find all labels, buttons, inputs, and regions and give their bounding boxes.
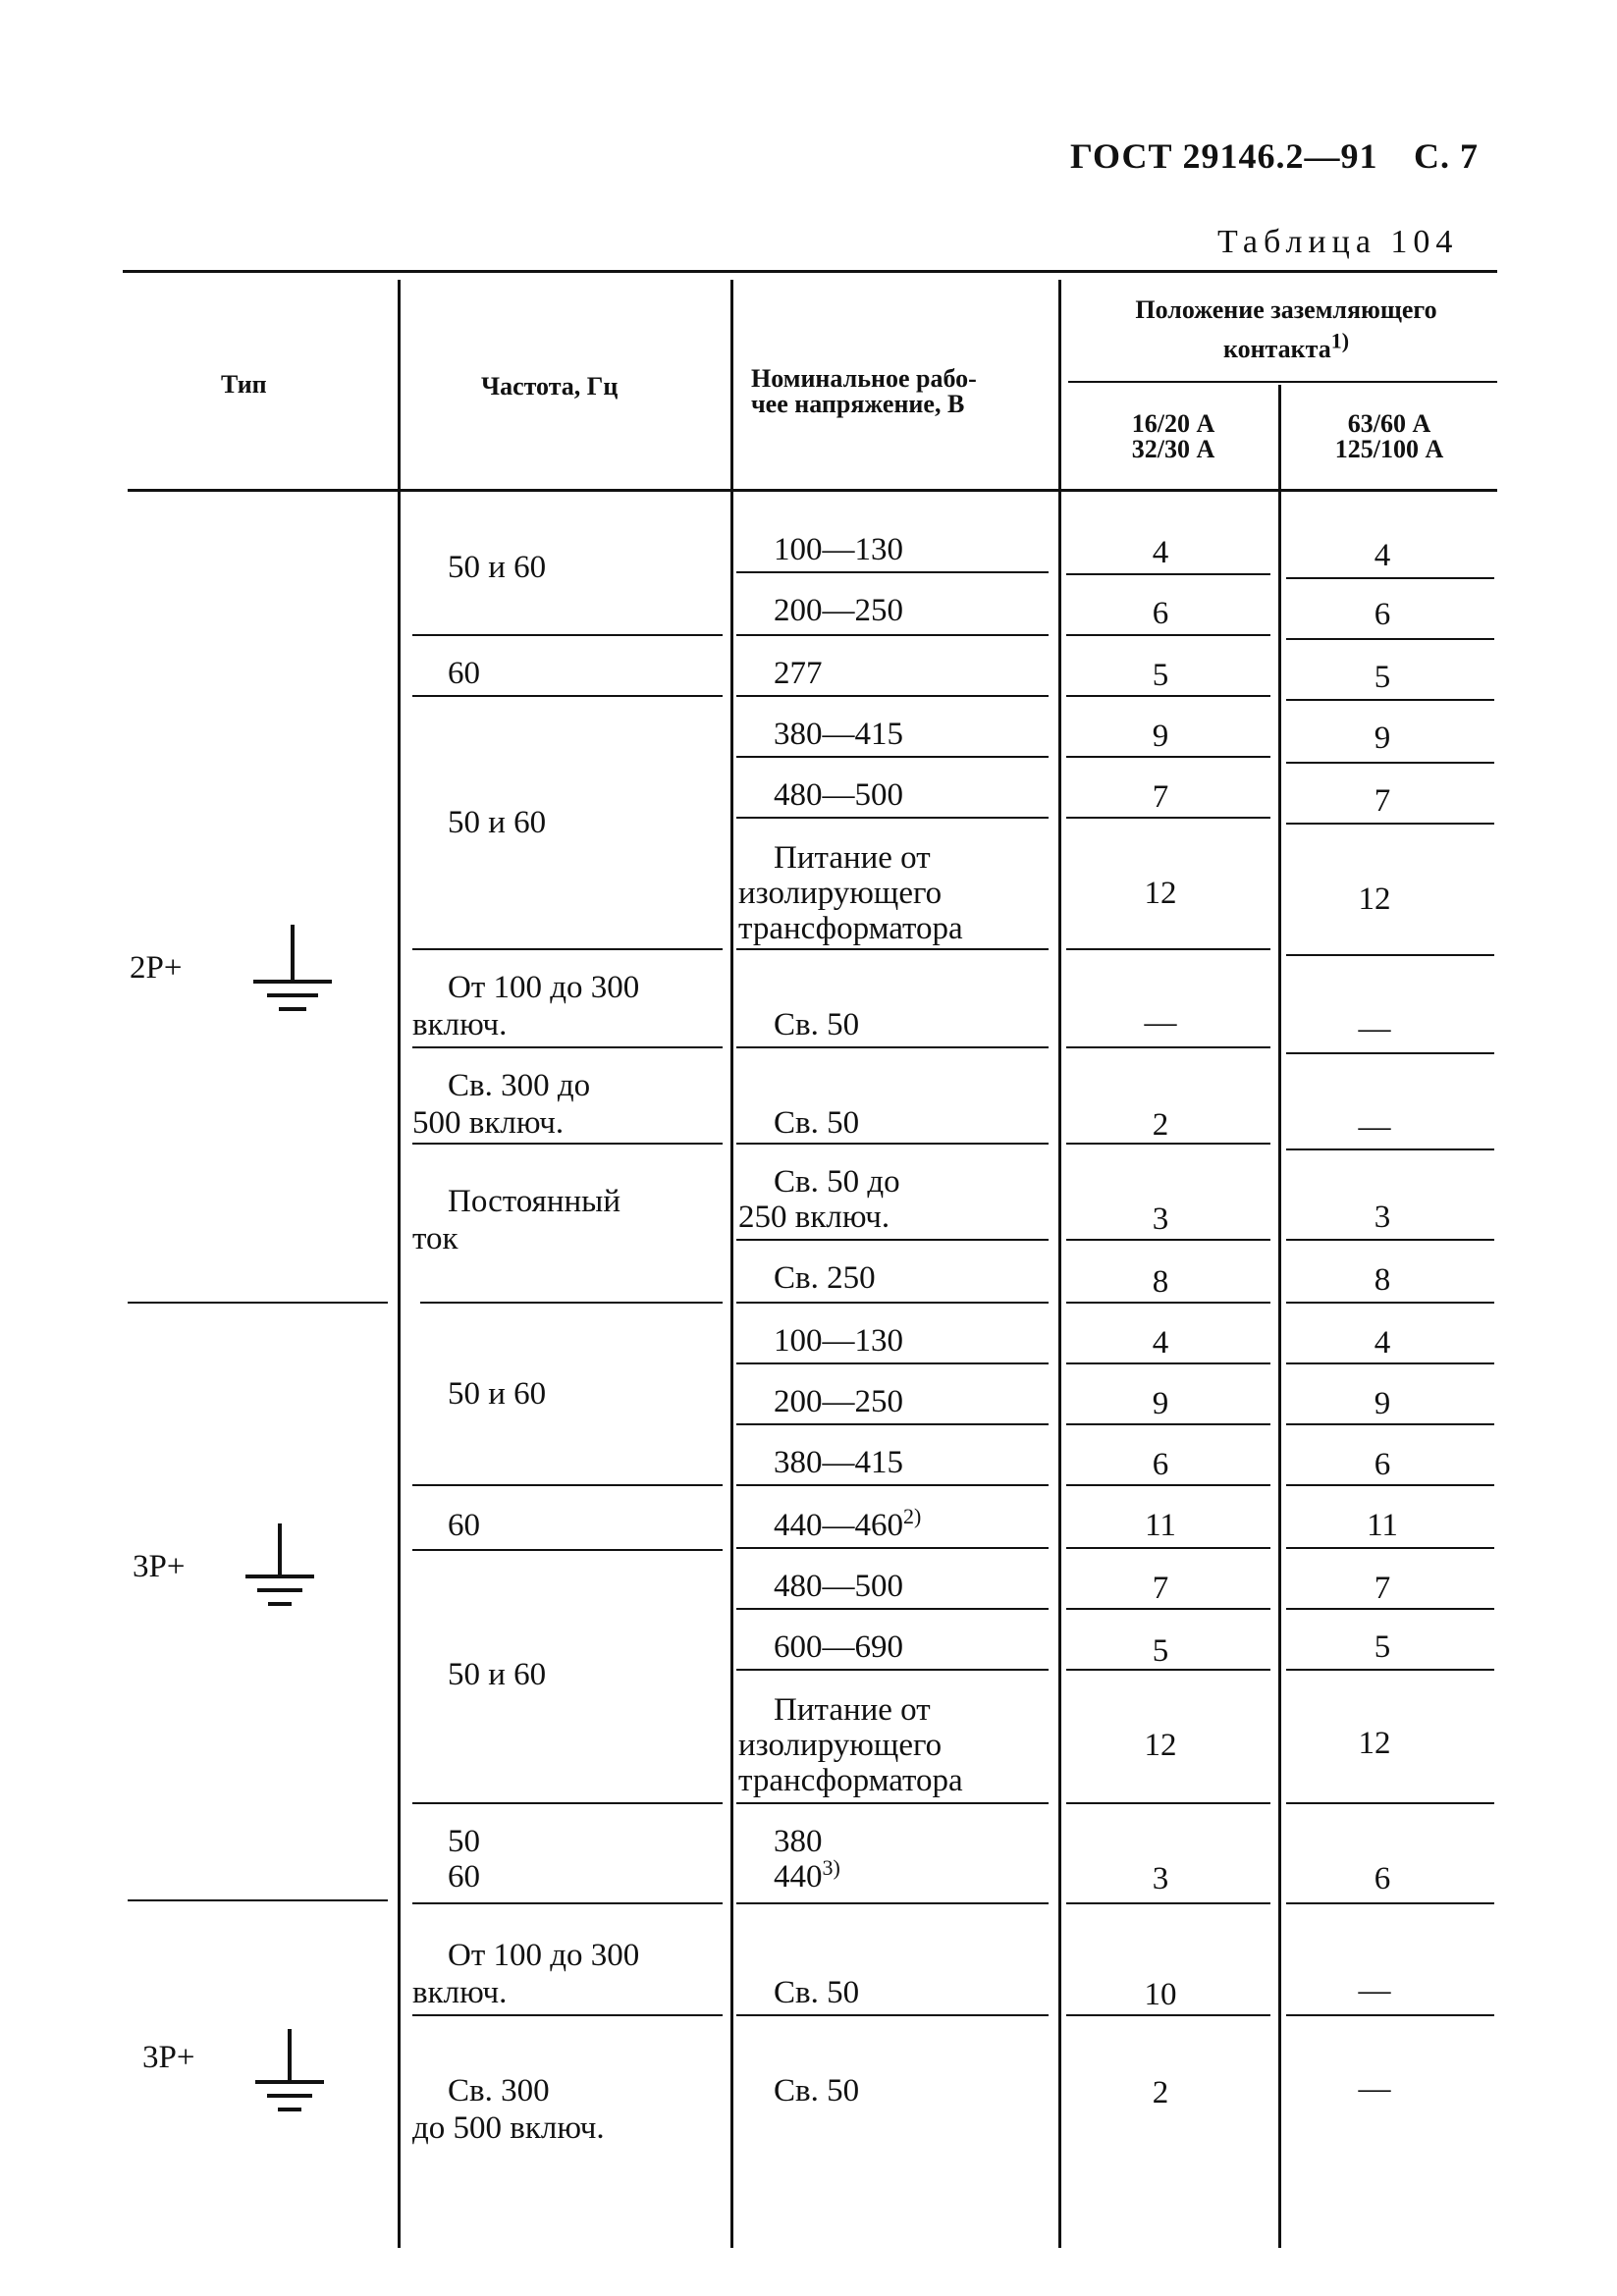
pos-a-cell: 4 [1152,1325,1169,1361]
freq-divider [412,1046,723,1048]
pos-a-cell: 12 [1144,876,1177,911]
voltage-cell: 480—500 [774,1569,903,1604]
voltage-cell: 200—250 [774,593,903,628]
col-header-voltage-l2: чее напряжение, В [751,390,965,418]
pos-b-cell: — [1358,1011,1391,1046]
voltage-cell: Св. 50 [774,1975,860,2010]
pos-a-divider [1066,573,1270,575]
freq-cell: Постоянный [448,1184,620,1219]
pos-b-cell: 7 [1374,1571,1391,1606]
pos-a-divider [1066,756,1270,758]
pos-a-divider [1066,2014,1270,2016]
pos-b-divider [1286,638,1494,640]
freq-divider [412,2014,723,2016]
voltage-cell: 200—250 [774,1384,903,1419]
type-3p: 3Р+ [133,1549,186,1584]
voltage-divider [736,1902,1049,1904]
freq-cell: 60 [448,1508,480,1543]
pos-a-cell: — [1144,1005,1177,1041]
pos-b-cell: — [1358,2071,1391,2107]
voltage-cell: 277 [774,656,823,691]
ground-icon [245,923,334,1021]
voltage-cell: Питание от [774,840,931,876]
pos-a-divider [1066,1802,1270,1804]
col-divider-3 [1058,280,1061,2248]
pos-b-divider [1286,699,1494,701]
pos-a-divider [1066,695,1270,697]
freq-cell: до 500 включ. [412,2110,605,2146]
pos-b-cell: — [1358,1973,1391,2008]
freq-cell: 50 и 60 [448,805,547,840]
freq-cell: Св. 300 [448,2073,550,2109]
voltage-cell: 380 [774,1824,823,1859]
pos-a-divider [1066,1902,1270,1904]
voltage-divider [736,1046,1049,1048]
type-divider [128,1899,388,1901]
pos-b-cell: 6 [1374,1447,1391,1482]
table-top-rule [123,270,1497,273]
pos-a-cell: 7 [1152,779,1169,815]
pos-b-cell: 6 [1374,1861,1391,1896]
pos-a-cell: 12 [1144,1728,1177,1763]
freq-cell: 50 [448,1824,480,1859]
voltage-cell: трансформатора [738,1763,963,1798]
sub-header-a-l2: 32/30 А [1131,435,1215,463]
pos-b-divider [1286,1484,1494,1486]
pos-a-cell: 10 [1144,1977,1177,2012]
voltage-cell: 440—460$^{2)}$ [774,1504,922,1543]
voltage-divider [736,1608,1049,1610]
voltage-divider [736,1239,1049,1241]
pos-b-divider [1286,1148,1494,1150]
col-header-voltage-l1: Номинальное рабо- [751,364,977,393]
voltage-divider [736,634,1049,636]
freq-divider [412,695,723,697]
voltage-cell: Питание от [774,1692,931,1728]
voltage-divider [736,695,1049,697]
pos-b-cell: 5 [1374,1629,1391,1665]
header-bottom-rule [128,489,1497,492]
freq-divider [412,1802,723,1804]
voltage-divider [736,2014,1049,2016]
pos-b-divider [1286,823,1494,825]
voltage-divider [736,571,1049,573]
voltage-cell: 600—690 [774,1629,903,1665]
ground-icon [236,1522,324,1620]
voltage-cell: Св. 50 [774,2073,860,2109]
pos-b-cell: — [1358,1109,1391,1145]
pos-a-divider [1066,1362,1270,1364]
pos-b-cell: 8 [1374,1262,1391,1298]
pos-b-divider [1286,577,1494,579]
freq-divider [412,1143,723,1145]
voltage-cell: 480—500 [774,777,903,813]
voltage-cell: Св. 50 до [774,1164,900,1200]
pos-b-cell: 9 [1374,721,1391,756]
pos-b-cell: 5 [1374,660,1391,695]
pos-a-divider [1066,1669,1270,1671]
voltage-cell: 100—130 [774,532,903,567]
voltage-cell: Св. 50 [774,1007,860,1042]
position-subheader-rule [1068,381,1497,383]
freq-divider [412,1902,723,1904]
pos-b-divider [1286,1608,1494,1610]
voltage-cell: изолирующего [738,876,943,911]
freq-cell: 50 и 60 [448,550,547,585]
pos-a-cell: 5 [1152,658,1169,693]
pos-b-divider [1286,1423,1494,1425]
pos-a-cell: 6 [1152,1447,1169,1482]
voltage-cell: 100—130 [774,1323,903,1359]
freq-cell: включ. [412,1975,508,2010]
pos-a-cell: 8 [1152,1264,1169,1300]
voltage-cell: изолирующего [738,1728,943,1763]
freq-cell: 60 [448,1859,480,1895]
pos-b-divider [1286,2014,1494,2016]
page-number: С. 7 [1414,136,1479,176]
pos-a-divider [1066,1608,1270,1610]
freq-divider [420,1302,723,1304]
freq-cell: 60 [448,656,480,691]
pos-b-cell: 12 [1358,881,1391,917]
voltage-divider [736,948,1049,950]
voltage-divider [736,756,1049,758]
pos-b-divider [1286,1362,1494,1364]
pos-b-cell: 11 [1367,1508,1398,1543]
voltage-cell: 380—415 [774,717,903,752]
freq-cell: 50 и 60 [448,1657,547,1692]
pos-b-divider [1286,1302,1494,1304]
freq-cell: 50 и 60 [448,1376,547,1412]
voltage-cell: 440$^{3)}$ [774,1855,840,1895]
col-header-position-l2: контакта$^{1)}$ [1222,328,1350,363]
voltage-divider [736,1669,1049,1671]
pos-b-cell: 6 [1374,597,1391,632]
sub-header-b-l1: 63/60 А [1347,409,1431,438]
pos-a-divider [1066,817,1270,819]
voltage-divider [736,1423,1049,1425]
voltage-divider [736,1143,1049,1145]
pos-a-cell: 9 [1152,719,1169,754]
pos-a-cell: 6 [1152,596,1169,631]
sub-header-b-l2: 125/100 А [1334,435,1444,463]
voltage-divider [736,1484,1049,1486]
voltage-cell: Св. 250 [774,1260,876,1296]
pos-b-cell: 7 [1374,783,1391,819]
pos-a-cell: 3 [1152,1861,1169,1896]
pos-a-cell: 5 [1152,1633,1169,1669]
voltage-divider [736,1802,1049,1804]
col-divider-1 [398,280,401,2248]
pos-b-cell: 4 [1374,1325,1391,1361]
pos-b-divider [1286,1547,1494,1549]
pos-a-cell: 7 [1152,1571,1169,1606]
col-header-frequency: Частота, Гц [481,372,619,400]
pos-b-divider [1286,1902,1494,1904]
pos-a-cell: 9 [1152,1386,1169,1421]
gost-number: ГОСТ 29146.2—91 [1070,136,1378,176]
type-divider [128,1302,388,1304]
freq-cell: 500 включ. [412,1105,565,1141]
pos-a-divider [1066,634,1270,636]
freq-cell: ток [412,1221,458,1256]
freq-cell: Св. 300 до [448,1068,591,1103]
freq-cell: От 100 до 300 [448,1938,640,1973]
type-3p-second: 3Р+ [142,2040,195,2075]
pos-a-divider [1066,1046,1270,1048]
ground-icon [245,2027,334,2125]
freq-divider [412,1484,723,1486]
pos-b-divider [1286,1669,1494,1671]
freq-cell: включ. [412,1007,508,1042]
voltage-cell: 380—415 [774,1445,903,1480]
col-header-position-l1: Положение заземляющего [1135,295,1437,324]
pos-b-cell: 3 [1374,1200,1391,1235]
pos-b-divider [1286,1239,1494,1241]
pos-b-divider [1286,954,1494,956]
table-label: Таблица 104 [1217,224,1459,260]
pos-b-cell: 12 [1358,1726,1391,1761]
voltage-cell: Св. 50 [774,1105,860,1141]
type-2p: 2Р+ [130,950,183,986]
pos-a-divider [1066,1302,1270,1304]
pos-b-cell: 4 [1374,538,1391,573]
freq-divider [412,634,723,636]
pos-a-divider [1066,948,1270,950]
pos-a-divider [1066,1547,1270,1549]
pos-a-divider [1066,1423,1270,1425]
voltage-divider [736,1547,1049,1549]
pos-a-cell: 2 [1152,1107,1169,1143]
col-divider-4 [1278,385,1281,2248]
pos-a-cell: 3 [1152,1201,1169,1237]
voltage-cell: трансформатора [738,911,963,946]
voltage-cell: 250 включ. [738,1200,890,1235]
pos-a-divider [1066,1484,1270,1486]
freq-divider [412,1549,723,1551]
pos-b-divider [1286,762,1494,764]
pos-b-divider [1286,1802,1494,1804]
col-divider-2 [730,280,733,2248]
sub-header-a-l1: 16/20 А [1131,409,1215,438]
voltage-divider [736,1362,1049,1364]
freq-divider [412,948,723,950]
pos-b-divider [1286,1052,1494,1054]
pos-b-cell: 9 [1374,1386,1391,1421]
freq-cell: От 100 до 300 [448,970,640,1005]
col-header-type: Тип [221,370,267,399]
pos-a-divider [1066,1143,1270,1145]
voltage-divider [736,1302,1049,1304]
pos-a-cell: 2 [1152,2075,1169,2110]
pos-a-divider [1066,1239,1270,1241]
pos-a-cell: 4 [1152,535,1169,570]
pos-a-cell: 11 [1145,1508,1176,1543]
voltage-divider [736,817,1049,819]
